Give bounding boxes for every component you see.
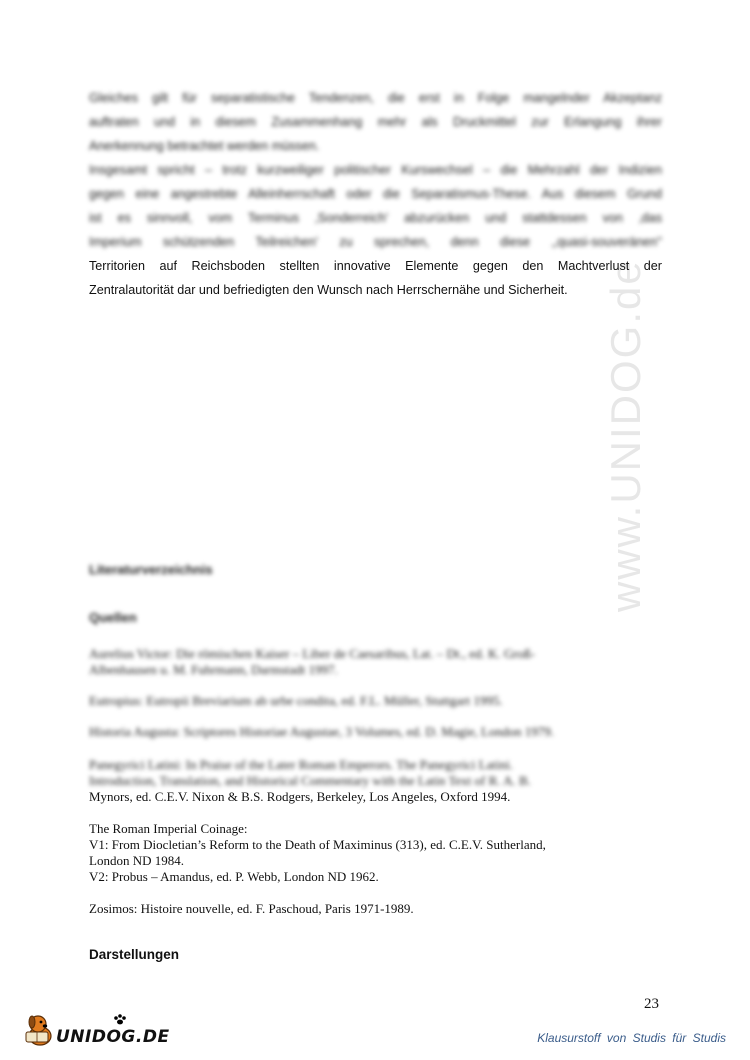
bibliography-title: Literaturverzeichnis	[89, 562, 213, 577]
entry-line: Aurelius Victor: Die römischen Kaiser – Liber de Caesaribus, Lat. – Dt., ed. K. Groß-	[89, 646, 535, 661]
body-paragraph-blurred	[89, 86, 662, 254]
bibliography-entry-visible: Mynors, ed. C.E.V. Nixon & B.S. Rodgers, Berkeley, Los Angeles, Oxford 1994.	[89, 789, 511, 804]
bibliography-entry	[89, 646, 649, 678]
bibliography-entry	[89, 724, 649, 740]
entry-line: Panegyrici Latini: In Praise of the Later Roman Emperors. The Panegyrici Latini.	[89, 757, 513, 772]
secondary-literature-heading: Darstellungen	[89, 947, 180, 962]
body-line: Gleiches gilt für separatistische Tendenzen, die erst in Folge mangelnder Akzeptanz	[89, 91, 662, 105]
unidog-logo	[22, 1010, 182, 1050]
entry-line: Eutropius: Eutropii Breviarium ab urbe condita, ed. F.L. Müller, Stuttgart 1995.	[89, 693, 503, 708]
logo-wordmark: UNIDOG.DE	[56, 1027, 170, 1047]
bibliography-entry	[89, 757, 649, 789]
body-line: Anerkennung betrachtet werden müssen.	[89, 139, 320, 153]
page-number: 23	[644, 996, 659, 1012]
body-line: Zentralautorität dar und befriedigten den Wunsch nach Herrschernähe und Sicherheit.	[89, 283, 568, 297]
body-paragraph-visible	[89, 254, 662, 302]
bibliography-entry-zosimos: Zosimos: Histoire nouvelle, ed. F. Paschoud, Paris 1971-1989.	[89, 901, 414, 916]
bibliography-entry-ric	[89, 821, 649, 885]
watermark-text: www.UNIDOG.de	[602, 259, 649, 612]
footer-tagline: Klausurstoff von Studis für Studis	[537, 1031, 726, 1045]
entry-line: Historia Augusta: Scriptores Historiae Augustae, 3 Volumes, ed. D. Magie, London 1979.	[89, 724, 554, 739]
body-line: ist es sinnvoll, vom Terminus ‚Sonderreich' abzurücken und stattdessen von ‚das	[89, 211, 662, 225]
entry-line: V1: From Diocletian’s Reform to the Death of Maximinus (313), ed. C.E.V. Sutherland,	[89, 837, 546, 852]
bibliography-entry	[89, 693, 649, 709]
body-line: Insgesamt spricht – trotz kurzweiliger politischer Kurswechsel – die Mehrzahl der Indizien	[89, 163, 662, 177]
entry-line: Introduction, Translation, and Historical Commentary with the Latin Text of R. A. B.	[89, 773, 531, 788]
sources-heading: Quellen	[89, 610, 137, 625]
entry-line: London ND 1984.	[89, 853, 184, 868]
body-line: gegen eine angestrebte Alleinherrschaft oder die Separatismus-These. Aus diesem Grund	[89, 187, 662, 201]
body-line: Imperium schützenden Teilreichen' zu sprechen, denn diese ‚‚quasi-souveränen''	[89, 235, 662, 249]
body-line: auftraten und in diesem Zusammenhang mehr als Druckmittel zur Erlangung ihrer	[89, 115, 662, 129]
entry-line: Albenhausen u. M. Fuhrmann, Darmstadt 1997.	[89, 662, 338, 677]
entry-line: The Roman Imperial Coinage:	[89, 821, 248, 836]
entry-line: V2: Probus – Amandus, ed. P. Webb, London ND 1962.	[89, 869, 379, 884]
body-line: Territorien auf Reichsboden stellten innovative Elemente gegen den Machtverlust der	[89, 259, 662, 273]
